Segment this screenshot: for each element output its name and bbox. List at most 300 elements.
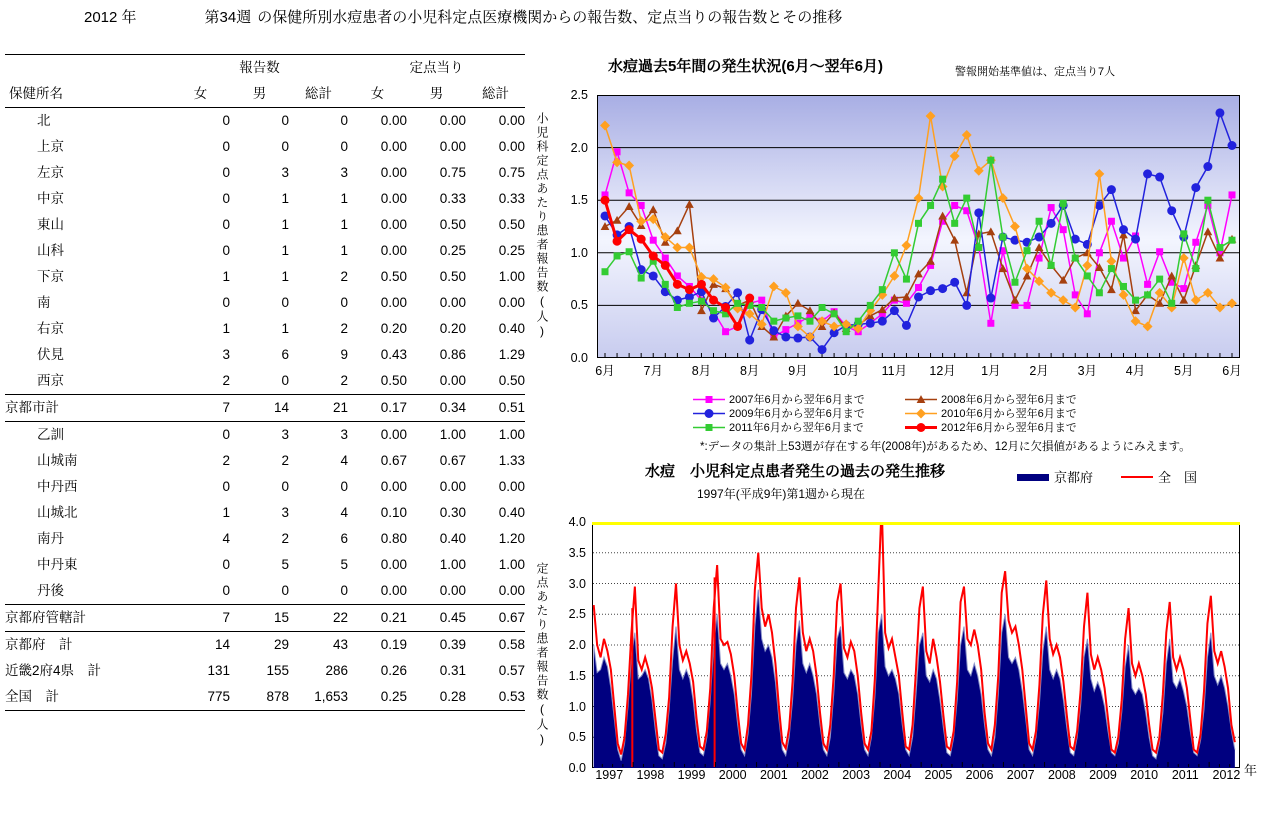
table-cell-value: 0.25: [348, 684, 407, 711]
bottom-y-tick-label: 4.0: [568, 515, 586, 529]
bottom-y-tick-label: 2.0: [568, 638, 586, 652]
health-center-name: 下京: [37, 269, 64, 284]
health-center-name: 山城北: [37, 505, 78, 520]
table-cell-value: 0: [222, 217, 230, 232]
series-marker-2: [878, 317, 887, 326]
table-row: [5, 108, 525, 135]
series-marker-2: [1155, 173, 1164, 182]
table-cell-value: 14: [214, 637, 230, 652]
legend-label: 2011年6月から翌年6月まで: [729, 422, 864, 434]
table-cell-value: 1: [281, 217, 289, 232]
table-cell-value: 0: [222, 165, 230, 180]
table-body: [5, 108, 525, 711]
bottom-y-tick-label: 2.5: [568, 607, 586, 622]
table-cell-value: 0.20: [380, 321, 407, 336]
table-cell-value: 1.00: [439, 557, 466, 572]
series-marker-2: [733, 288, 742, 297]
top-x-tick-label: 11月: [881, 364, 908, 378]
table-cell-value: 0.00: [439, 373, 466, 388]
series-marker-4: [686, 300, 693, 307]
table-row: [5, 526, 525, 552]
diamond-marker-icon: [904, 408, 938, 419]
table-row: [5, 134, 525, 160]
table-cell-value: 155: [266, 663, 289, 678]
table-cell-value: 0.80: [380, 531, 407, 546]
series-marker-0: [1036, 255, 1043, 262]
table-cell-value: 1: [340, 191, 348, 206]
series-marker-4: [1072, 255, 1079, 262]
table-row: [5, 474, 525, 500]
series-marker-4: [891, 249, 898, 256]
title-year: 2012 年: [84, 9, 137, 26]
table-cell-value: 0.00: [380, 165, 407, 180]
bottom-chart-y-tick-labels: [552, 515, 588, 775]
series-marker-2: [769, 326, 778, 335]
health-center-name: 近畿2府4県 計: [5, 663, 102, 678]
series-marker-2: [1047, 219, 1056, 228]
series-marker-4: [1024, 247, 1031, 254]
bottom-x-tick-label: 2002: [801, 768, 829, 782]
series-marker-4: [1036, 218, 1043, 225]
table-cell-value: 3: [281, 427, 289, 442]
series-marker-0: [915, 284, 922, 291]
series-marker-2: [866, 319, 875, 328]
table-cell-value: 0.00: [439, 113, 466, 128]
series-marker-4: [1216, 244, 1223, 251]
series-marker-5: [745, 294, 754, 303]
health-center-name: 丹後: [37, 583, 64, 598]
series-marker-0: [1096, 249, 1103, 256]
table-cell-value: 0.34: [407, 395, 466, 422]
series-marker-5: [685, 285, 694, 294]
series-marker-2: [818, 345, 827, 354]
series-marker-2: [793, 334, 802, 343]
bottom-x-tick-label: 1999: [677, 768, 706, 782]
legend-marker: [916, 408, 926, 418]
group-header-per-sentinel: 定点当り: [348, 55, 525, 82]
series-marker-0: [662, 255, 669, 262]
table-cell-value: 0.33: [498, 191, 525, 206]
series-marker-4: [806, 318, 813, 325]
bottom-chart-x-tick-labels: [592, 768, 1240, 784]
bottom-x-tick-label: 1997: [595, 768, 624, 782]
table-cell-value: 2: [340, 321, 348, 336]
health-center-name: 山科: [37, 243, 64, 258]
table-row: [5, 186, 525, 212]
series-marker-2: [974, 208, 983, 217]
series-marker-0: [1144, 281, 1151, 288]
circle-marker-icon: [904, 422, 938, 433]
bottom-y-tick-label: 0.0: [568, 761, 586, 775]
table-cell-value: 3: [281, 165, 289, 180]
table-cell-value: 0.00: [380, 191, 407, 206]
table-cell-value: 0.86: [439, 347, 466, 362]
table-cell-value: 2: [222, 373, 230, 388]
series-marker-4: [843, 328, 850, 335]
table-cell-value: 0.00: [439, 295, 466, 310]
series-marker-4: [758, 304, 765, 311]
table-cell-value: 3: [340, 427, 348, 442]
series-marker-4: [819, 304, 826, 311]
table-cell-value: 0.00: [439, 583, 466, 598]
circle-marker-icon: [692, 408, 726, 419]
series-marker-5: [709, 296, 718, 305]
table-cell-value: 0.45: [407, 605, 466, 632]
table-cell-value: 0: [340, 479, 348, 494]
series-marker-4: [734, 300, 741, 307]
series-marker-4: [939, 176, 946, 183]
bottom-x-tick-label: 2001: [759, 768, 788, 782]
health-center-name: 右京: [37, 321, 64, 336]
table-cell-value: 1: [222, 269, 230, 284]
bottom-chart-x-axis-unit: 年: [1244, 763, 1258, 778]
table-cell-value: 0: [340, 583, 348, 598]
table-cell-value: 0.50: [498, 217, 525, 232]
series-marker-4: [1156, 276, 1163, 283]
bottom-legend-item-1: [1119, 467, 1197, 486]
series-marker-4: [963, 195, 970, 202]
bottom-chart-legend: [1015, 467, 1197, 486]
table-cell-value: 0.19: [380, 637, 407, 652]
col-header-male-reports: 男: [230, 81, 289, 108]
table-cell-value: 0.26: [380, 663, 407, 678]
series-marker-4: [879, 286, 886, 293]
series-marker-0: [1108, 218, 1115, 225]
series-marker-4: [1144, 291, 1151, 298]
table-cell-value: 4: [340, 505, 348, 520]
table-cell-value: 0.00: [498, 479, 525, 494]
table-cell-value: 5: [281, 557, 289, 572]
series-marker-0: [903, 300, 910, 307]
series-marker-4: [638, 275, 645, 282]
table-cell-value: 0.25: [498, 243, 525, 258]
table-cell-value: 0.39: [439, 637, 466, 652]
table-cell-value: 0.40: [498, 321, 525, 336]
series-marker-4: [1120, 283, 1127, 290]
col-header-female-rate: 女: [348, 81, 407, 108]
table-cell-value: 0.00: [380, 427, 407, 442]
table-cell-value: 0.75: [498, 165, 525, 180]
series-marker-4: [987, 157, 994, 164]
table-row: [5, 422, 525, 449]
square-marker-icon: [692, 394, 726, 405]
table-row: [5, 605, 525, 632]
series-marker-2: [1215, 108, 1224, 117]
table-cell-value: 1: [281, 321, 289, 336]
series-marker-2: [649, 271, 658, 280]
bottom-x-tick-label: 2005: [924, 768, 953, 782]
bottom-y-tick-label: 0.5: [568, 730, 586, 745]
top-x-tick-label: 9月: [788, 364, 808, 378]
table-cell-value: 0.31: [439, 663, 466, 678]
table-cell-value: 0.50: [380, 269, 407, 284]
series-marker-0: [1024, 302, 1031, 309]
group-header-spacer: [5, 55, 171, 82]
top-x-tick-label: 8月: [739, 364, 760, 378]
table-cell-value: 22: [289, 605, 348, 632]
table-cell-value: 0.30: [439, 505, 466, 520]
table-cell-value: 0.10: [380, 505, 407, 520]
series-marker-0: [1048, 204, 1055, 211]
table-cell-value: 1.00: [498, 269, 525, 284]
table-cell-value: 775: [171, 684, 230, 711]
table-cell-value: 0.50: [439, 269, 466, 284]
series-marker-0: [626, 189, 633, 196]
bottom-x-tick-label: 1998: [636, 768, 665, 782]
table-cell-value: 3: [340, 165, 348, 180]
table-cell-value: 0.25: [439, 243, 466, 258]
top-y-tick-label: 0.5: [570, 298, 588, 313]
health-center-name: 中丹西: [37, 479, 78, 494]
table-cell-value: 1.00: [439, 427, 466, 442]
table-cell-value: 1.00: [498, 427, 525, 442]
table-row: [5, 264, 525, 290]
table-cell-value: 0: [340, 295, 348, 310]
table-cell-value: 7: [171, 395, 230, 422]
top-x-tick-label: 2月: [1029, 364, 1049, 378]
table-cell-value: 0.50: [380, 373, 407, 388]
table-cell-value: 0: [281, 479, 289, 494]
table-cell-value: 0.17: [348, 395, 407, 422]
top-y-tick-label: 0.0: [570, 351, 588, 365]
series-marker-4: [831, 310, 838, 317]
table-cell-value: 878: [230, 684, 289, 711]
table-row: [5, 684, 525, 711]
series-marker-4: [1132, 297, 1139, 304]
table-cell-value: 0.21: [348, 605, 407, 632]
swatch: [1017, 474, 1049, 481]
series-marker-2: [745, 336, 754, 345]
table-cell-value: 7: [171, 605, 230, 632]
top-x-tick-label: 6月: [1222, 364, 1242, 378]
top-x-tick-label: 5月: [1174, 364, 1194, 378]
top-y-tick-label: 1.0: [570, 245, 588, 260]
health-center-name: 北: [37, 113, 51, 128]
triangle-marker-icon: [904, 394, 938, 405]
series-marker-4: [1168, 300, 1175, 307]
area-swatch-icon: [1015, 471, 1051, 483]
table-cell-value: 1: [281, 191, 289, 206]
top-chart-alert-note: 警報開始基準値は、定点当り7人: [955, 66, 1116, 78]
bottom-x-tick-label: 2000: [718, 768, 747, 782]
series-marker-0: [951, 202, 958, 209]
table-cell-value: 0: [222, 191, 230, 206]
series-marker-0: [1156, 248, 1163, 255]
series-marker-4: [999, 234, 1006, 241]
series-marker-5: [601, 196, 610, 205]
table-cell-value: 1: [340, 243, 348, 258]
bottom-y-tick-label: 3.5: [568, 545, 586, 560]
group-header-reports: 報告数: [171, 55, 348, 82]
bottom-legend-item-0: [1015, 467, 1093, 486]
top-chart-legend: [692, 392, 1164, 434]
bottom-chart-title: 水痘 小児科定点患者発生の過去の発生推移: [645, 463, 946, 480]
series-marker-2: [902, 321, 911, 330]
table-row: [5, 290, 525, 316]
table-row: [5, 632, 525, 659]
series-marker-4: [1180, 230, 1187, 237]
series-marker-2: [1143, 169, 1152, 178]
legend-item-5: [904, 419, 1164, 435]
series-marker-0: [987, 320, 994, 327]
table-cell-value: 0: [222, 479, 230, 494]
table-cell-value: 0: [222, 557, 230, 572]
table-cell-value: 0: [222, 427, 230, 442]
series-marker-0: [782, 326, 789, 333]
series-marker-0: [758, 297, 765, 304]
series-marker-4: [770, 318, 777, 325]
series-marker-5: [721, 303, 730, 312]
table-cell-value: 2: [222, 453, 230, 468]
table-cell-value: 1: [340, 217, 348, 232]
table-cell-value: 1: [281, 269, 289, 284]
health-center-name: 左京: [37, 165, 64, 180]
table-cell-value: 0: [281, 113, 289, 128]
table-cell-value: 0.00: [380, 113, 407, 128]
bottom-x-tick-label: 2004: [883, 768, 912, 782]
table-cell-value: 1,653: [289, 684, 348, 711]
table-cell-value: 0: [281, 139, 289, 154]
top-chart-x-tick-labels: [597, 361, 1240, 377]
health-center-name: 京都府管轄計: [5, 605, 171, 632]
table-cell-value: 0.00: [498, 139, 525, 154]
table-cell-value: 3: [281, 505, 289, 520]
series-marker-4: [698, 298, 705, 305]
series-marker-4: [1048, 262, 1055, 269]
top-chart-title: 水痘過去5年間の発生状況(6月〜翌年6月): [608, 58, 884, 75]
bottom-y-tick-label: 1.0: [568, 699, 586, 714]
col-header-male-rate: 男: [407, 81, 466, 108]
health-center-name: 京都市計: [5, 395, 171, 422]
table-cell-value: 1: [281, 243, 289, 258]
series-marker-4: [662, 281, 669, 288]
bottom-x-tick-label: 2003: [842, 768, 871, 782]
bottom-x-tick-label: 2006: [965, 768, 994, 782]
table-cell-value: 1: [222, 505, 230, 520]
legend-marker: [917, 423, 926, 432]
series-marker-4: [782, 315, 789, 322]
table-cell-value: 0.50: [498, 373, 525, 388]
table-cell-value: 0.51: [466, 395, 525, 422]
legend-item-4: [692, 419, 904, 435]
table-cell-value: 0.40: [439, 531, 466, 546]
table-cell-value: 2: [281, 531, 289, 546]
table-cell-value: 0: [340, 113, 348, 128]
table-cell-value: 9: [340, 347, 348, 362]
series-marker-4: [903, 276, 910, 283]
series-marker-2: [950, 278, 959, 287]
series-marker-2: [914, 292, 923, 301]
bottom-chart-subtitle: 1997年(平成9年)第1週から現在: [697, 487, 866, 501]
legend-label: 京都府: [1054, 470, 1094, 485]
top-x-tick-label: 3月: [1077, 364, 1098, 378]
series-marker-2: [1131, 235, 1140, 244]
health-center-name: 伏見: [37, 347, 64, 362]
series-marker-2: [1107, 185, 1116, 194]
series-marker-0: [650, 237, 657, 244]
series-marker-4: [614, 252, 621, 259]
top-y-tick-label: 2.5: [570, 88, 588, 102]
bottom-y-tick-label: 3.0: [568, 576, 586, 591]
health-center-name: 中丹東: [37, 557, 78, 572]
table-column-header-row: [5, 81, 525, 108]
table-cell-value: 14: [230, 395, 289, 422]
series-marker-2: [926, 286, 935, 295]
top-chart-y-axis-label: 小児科定点あたり患者報告数(人): [535, 112, 549, 340]
table-cell-value: 29: [273, 637, 289, 652]
health-center-table: [5, 54, 525, 711]
table-row: [5, 160, 525, 186]
table-cell-value: 0.40: [498, 505, 525, 520]
health-center-name: 乙訓: [37, 427, 64, 442]
col-header-total-rate: 総計: [466, 81, 525, 108]
series-marker-4: [1108, 265, 1115, 272]
top-x-tick-label: 12月: [929, 364, 956, 378]
table-cell-value: 1.29: [498, 347, 525, 362]
health-center-name: 南丹: [37, 531, 64, 546]
series-marker-2: [962, 301, 971, 310]
table-cell-value: 0: [222, 243, 230, 258]
table-cell-value: 4: [222, 531, 230, 546]
table-cell-value: 0.28: [407, 684, 466, 711]
table-row: [5, 578, 525, 605]
table-row: [5, 342, 525, 368]
table-cell-value: 286: [325, 663, 348, 678]
series-marker-0: [1192, 239, 1199, 246]
series-marker-4: [1011, 279, 1018, 286]
legend-label: 2007年6月から翌年6月まで: [729, 394, 865, 406]
table-row: [5, 212, 525, 238]
top-y-tick-label: 2.0: [570, 140, 588, 155]
table-cell-value: 0: [222, 139, 230, 154]
series-marker-4: [794, 312, 801, 319]
table-cell-value: 0.00: [498, 113, 525, 128]
series-marker-5: [637, 235, 646, 244]
top-y-tick-label: 1.5: [570, 193, 588, 208]
series-marker-2: [1191, 183, 1200, 192]
series-marker-4: [915, 220, 922, 227]
table-cell-value: 1.20: [498, 531, 525, 546]
series-marker-4: [1084, 272, 1091, 279]
series-marker-4: [1204, 197, 1211, 204]
series-marker-0: [1060, 226, 1067, 233]
table-cell-value: 0.00: [380, 243, 407, 258]
series-marker-4: [674, 304, 681, 311]
table-cell-value: 1: [222, 321, 230, 336]
table-cell-value: 6: [281, 347, 289, 362]
table-cell-value: 2: [340, 269, 348, 284]
series-marker-5: [673, 280, 682, 289]
table-cell-value: 0.75: [439, 165, 466, 180]
series-marker-4: [855, 318, 862, 325]
table-cell-value: 0.53: [466, 684, 525, 711]
table-cell-value: 131: [207, 663, 230, 678]
series-marker-4: [927, 202, 934, 209]
series-marker-5: [625, 225, 634, 234]
series-marker-2: [781, 332, 790, 341]
table-row: [5, 552, 525, 578]
top-x-tick-label: 8月: [691, 364, 712, 378]
table-row: [5, 238, 525, 264]
series-marker-0: [1084, 310, 1091, 317]
table-cell-value: 0.33: [439, 191, 466, 206]
page-title: [84, 6, 842, 27]
col-header-total-reports: 総計: [289, 81, 348, 108]
table-cell-value: 0.00: [439, 479, 466, 494]
table-cell-value: 4: [340, 453, 348, 468]
legend-marker: [706, 396, 713, 403]
table-cell-value: 0.67: [439, 453, 466, 468]
